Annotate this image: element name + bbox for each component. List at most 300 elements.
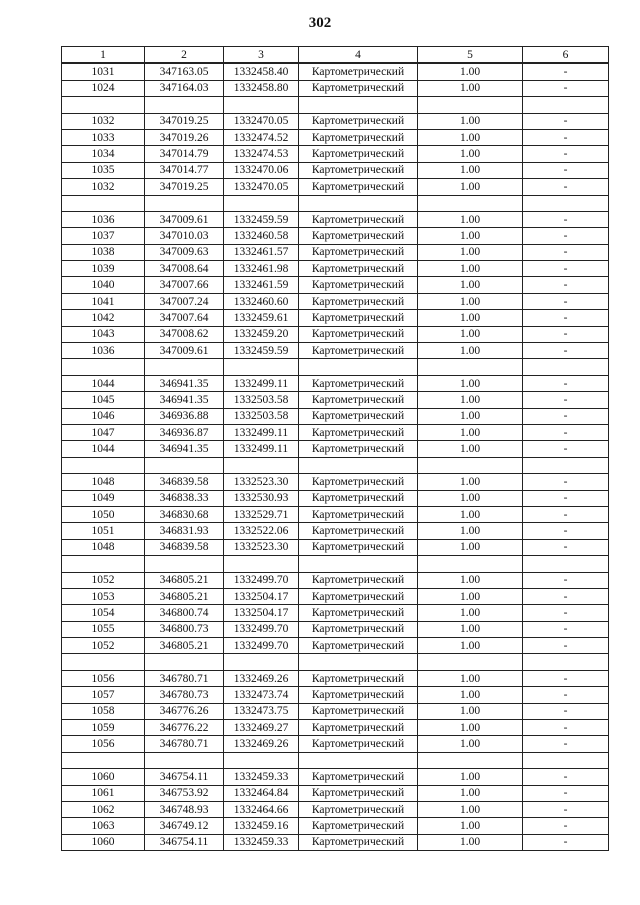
table-cell: Картометрический	[299, 523, 418, 539]
page-number: 302	[308, 15, 332, 31]
table-cell: 347019.26	[145, 129, 224, 145]
table-cell: 1.00	[418, 490, 523, 506]
table-cell: 1034	[62, 146, 145, 162]
table-row	[62, 326, 609, 342]
table-cell: Картометрический	[299, 228, 418, 244]
table-cell: -	[523, 162, 609, 178]
table-cell: 1.00	[418, 375, 523, 391]
coordinates-table	[61, 46, 609, 851]
table-row	[62, 244, 609, 260]
table-cell: 1044	[62, 441, 145, 457]
table-cell: Картометрический	[299, 179, 418, 195]
table-cell: 1056	[62, 670, 145, 686]
table-cell: 1332458.40	[224, 63, 299, 80]
table-cell: 1047	[62, 424, 145, 440]
table-cell: -	[523, 310, 609, 326]
table-row	[62, 179, 609, 195]
table-cell: 1061	[62, 785, 145, 801]
table-row	[62, 310, 609, 326]
table-cell	[299, 752, 418, 768]
table-row	[62, 80, 609, 96]
table-row	[62, 63, 609, 80]
table-cell: 1.00	[418, 506, 523, 522]
table-row	[62, 441, 609, 457]
table-row	[62, 490, 609, 506]
table-cell: 1332474.53	[224, 146, 299, 162]
table-cell: Картометрический	[299, 310, 418, 326]
table-cell: 1048	[62, 474, 145, 490]
separator-row	[62, 359, 609, 375]
table-cell: 1044	[62, 375, 145, 391]
table-cell: 1332461.59	[224, 277, 299, 293]
separator-row	[62, 97, 609, 113]
table-cell: 1038	[62, 244, 145, 260]
table-cell: 1332499.11	[224, 375, 299, 391]
table-cell: 1.00	[418, 638, 523, 654]
table-cell: 347009.63	[145, 244, 224, 260]
table-row	[62, 261, 609, 277]
table-cell: -	[523, 539, 609, 555]
table-cell	[145, 195, 224, 211]
table-cell: 1332459.20	[224, 326, 299, 342]
table-cell: 346753.92	[145, 785, 224, 801]
table-row	[62, 785, 609, 801]
table-cell: 1040	[62, 277, 145, 293]
table-cell	[418, 457, 523, 473]
table-cell: -	[523, 506, 609, 522]
table-cell: -	[523, 211, 609, 227]
table-cell: 1060	[62, 834, 145, 850]
table-cell: 1332503.58	[224, 392, 299, 408]
table-cell: 1332530.93	[224, 490, 299, 506]
table-cell: 1058	[62, 703, 145, 719]
table-row	[62, 703, 609, 719]
table-cell: 347008.62	[145, 326, 224, 342]
table-cell: 1043	[62, 326, 145, 342]
table-cell: -	[523, 277, 609, 293]
table-cell: 1054	[62, 605, 145, 621]
table-cell: -	[523, 687, 609, 703]
table-cell: 346780.73	[145, 687, 224, 703]
table-cell: Картометрический	[299, 392, 418, 408]
table-cell: 1332459.16	[224, 818, 299, 834]
table-cell: -	[523, 424, 609, 440]
table-cell: 347008.64	[145, 261, 224, 277]
table-cell: 1.00	[418, 818, 523, 834]
table-cell: 1332529.71	[224, 506, 299, 522]
table-row	[62, 211, 609, 227]
table-cell: 1031	[62, 63, 145, 80]
table-cell: 1.00	[418, 720, 523, 736]
table-row	[62, 687, 609, 703]
table-cell	[523, 359, 609, 375]
table-cell: 346748.93	[145, 801, 224, 817]
table-cell: -	[523, 293, 609, 309]
table-cell: 1332460.60	[224, 293, 299, 309]
table-cell: 346941.35	[145, 375, 224, 391]
table-row	[62, 670, 609, 686]
table-cell: 1.00	[418, 441, 523, 457]
table-cell: 1032	[62, 179, 145, 195]
table-cell: 1332469.26	[224, 736, 299, 752]
table-cell: 346805.21	[145, 638, 224, 654]
table-cell: 1.00	[418, 621, 523, 637]
table-row	[62, 293, 609, 309]
table-cell: 346754.11	[145, 834, 224, 850]
table-cell: 1.00	[418, 801, 523, 817]
table-cell: 1.00	[418, 310, 523, 326]
table-cell	[224, 359, 299, 375]
table-cell: 1032	[62, 113, 145, 129]
table-cell: -	[523, 621, 609, 637]
table-cell: 1046	[62, 408, 145, 424]
table-cell	[145, 654, 224, 670]
table-row	[62, 375, 609, 391]
table-cell: Картометрический	[299, 277, 418, 293]
table-cell: Картометрический	[299, 162, 418, 178]
table-cell: Картометрический	[299, 818, 418, 834]
table-cell: 346776.26	[145, 703, 224, 719]
table-row	[62, 801, 609, 817]
table-cell: 347014.77	[145, 162, 224, 178]
table-row	[62, 834, 609, 850]
column-header: 4	[299, 47, 418, 64]
table-cell: 1332504.17	[224, 588, 299, 604]
table-cell: -	[523, 129, 609, 145]
table-cell: -	[523, 80, 609, 96]
table-cell: -	[523, 801, 609, 817]
table-cell: 1063	[62, 818, 145, 834]
table-cell: 1060	[62, 769, 145, 785]
table-body	[62, 47, 609, 851]
table-cell	[299, 359, 418, 375]
table-cell: 1.00	[418, 293, 523, 309]
table-cell: 1056	[62, 736, 145, 752]
table-cell: -	[523, 146, 609, 162]
column-header: 2	[145, 47, 224, 64]
table-cell: 1332461.57	[224, 244, 299, 260]
table-cell: 346780.71	[145, 736, 224, 752]
column-header: 5	[418, 47, 523, 64]
table-cell: 1035	[62, 162, 145, 178]
table-cell: 347010.03	[145, 228, 224, 244]
table-cell: 1055	[62, 621, 145, 637]
table-cell: 1.00	[418, 769, 523, 785]
table-cell: 346800.73	[145, 621, 224, 637]
table-cell: -	[523, 408, 609, 424]
table-cell: 1.00	[418, 343, 523, 359]
table-cell	[299, 556, 418, 572]
table-cell: 1051	[62, 523, 145, 539]
table-cell: 1037	[62, 228, 145, 244]
table-cell: Картометрический	[299, 63, 418, 80]
table-cell: Картометрический	[299, 572, 418, 588]
table-cell: 347014.79	[145, 146, 224, 162]
table-cell: 1.00	[418, 211, 523, 227]
table-cell: 347007.66	[145, 277, 224, 293]
table-cell: -	[523, 785, 609, 801]
table-cell: -	[523, 638, 609, 654]
table-cell: 1045	[62, 392, 145, 408]
separator-row	[62, 457, 609, 473]
table-cell: 1332459.61	[224, 310, 299, 326]
table-cell: 1039	[62, 261, 145, 277]
table-cell: 347007.64	[145, 310, 224, 326]
table-cell: 1332459.59	[224, 211, 299, 227]
table-row	[62, 638, 609, 654]
table-cell	[523, 654, 609, 670]
table-cell: 346941.35	[145, 441, 224, 457]
table-cell: -	[523, 834, 609, 850]
table-cell: 346749.12	[145, 818, 224, 834]
table-cell: 1332458.80	[224, 80, 299, 96]
table-cell: Картометрический	[299, 129, 418, 145]
table-cell: 1041	[62, 293, 145, 309]
table-cell: 1332473.74	[224, 687, 299, 703]
table-cell: Картометрический	[299, 211, 418, 227]
table-cell: 1059	[62, 720, 145, 736]
column-header: 6	[523, 47, 609, 64]
table-cell: Картометрический	[299, 326, 418, 342]
table-cell	[418, 97, 523, 113]
table-cell	[224, 752, 299, 768]
table-row	[62, 588, 609, 604]
table-cell	[299, 195, 418, 211]
table-cell: 1332499.70	[224, 572, 299, 588]
table-row	[62, 162, 609, 178]
table-cell: Картометрический	[299, 244, 418, 260]
table-cell: Картометрический	[299, 343, 418, 359]
table-cell: -	[523, 818, 609, 834]
table-cell: 1332469.26	[224, 670, 299, 686]
table-header-row	[62, 47, 609, 64]
table-cell: -	[523, 720, 609, 736]
table-cell: Картометрический	[299, 670, 418, 686]
table-cell: 1332459.59	[224, 343, 299, 359]
table-cell: 1.00	[418, 179, 523, 195]
table-cell: 1036	[62, 343, 145, 359]
table-cell: 1332469.27	[224, 720, 299, 736]
table-cell: Картометрический	[299, 261, 418, 277]
table-cell: Картометрический	[299, 146, 418, 162]
table-cell	[523, 556, 609, 572]
table-cell	[62, 195, 145, 211]
table-cell: 346800.74	[145, 605, 224, 621]
table-row	[62, 720, 609, 736]
table-row	[62, 277, 609, 293]
separator-row	[62, 556, 609, 572]
table-cell: 347164.03	[145, 80, 224, 96]
table-cell: 346936.87	[145, 424, 224, 440]
table-cell	[224, 457, 299, 473]
table-row	[62, 408, 609, 424]
table-cell: 1332474.52	[224, 129, 299, 145]
table-cell: 1.00	[418, 146, 523, 162]
table-cell: 1036	[62, 211, 145, 227]
table-cell: -	[523, 769, 609, 785]
table-cell: 1332459.33	[224, 769, 299, 785]
table-cell: -	[523, 113, 609, 129]
table-cell: 1.00	[418, 277, 523, 293]
table-cell: 346941.35	[145, 392, 224, 408]
table-cell: Картометрический	[299, 441, 418, 457]
table-cell: Картометрический	[299, 703, 418, 719]
table-cell: -	[523, 605, 609, 621]
table-row	[62, 113, 609, 129]
table-cell: -	[523, 179, 609, 195]
table-cell: Картометрический	[299, 539, 418, 555]
table-cell: 1049	[62, 490, 145, 506]
table-cell	[418, 556, 523, 572]
table-cell: -	[523, 670, 609, 686]
table-cell: Картометрический	[299, 785, 418, 801]
table-cell	[224, 195, 299, 211]
table-cell: Картометрический	[299, 720, 418, 736]
table-cell: Картометрический	[299, 506, 418, 522]
table-cell: 347019.25	[145, 113, 224, 129]
table-cell	[145, 457, 224, 473]
table-cell: 1.00	[418, 736, 523, 752]
table-cell	[523, 752, 609, 768]
table-cell: 347009.61	[145, 211, 224, 227]
table-row	[62, 474, 609, 490]
table-cell	[224, 556, 299, 572]
table-cell: 1.00	[418, 523, 523, 539]
table-row	[62, 392, 609, 408]
table-cell	[418, 359, 523, 375]
table-cell: Картометрический	[299, 834, 418, 850]
separator-row	[62, 752, 609, 768]
table-cell	[418, 195, 523, 211]
table-cell	[62, 556, 145, 572]
table-cell: 1332504.17	[224, 605, 299, 621]
table-cell: -	[523, 441, 609, 457]
table-cell: 1332499.11	[224, 424, 299, 440]
table-cell: 347163.05	[145, 63, 224, 80]
table-cell: 346839.58	[145, 539, 224, 555]
table-cell: 1332464.84	[224, 785, 299, 801]
table-cell: 1332523.30	[224, 539, 299, 555]
table-cell: 1.00	[418, 228, 523, 244]
table-cell	[62, 97, 145, 113]
table-cell	[145, 359, 224, 375]
table-cell: -	[523, 63, 609, 80]
table-cell: 1.00	[418, 129, 523, 145]
table-cell: 1.00	[418, 408, 523, 424]
table-row	[62, 572, 609, 588]
table-cell: 346831.93	[145, 523, 224, 539]
table-cell: 1332470.06	[224, 162, 299, 178]
table-cell: Картометрический	[299, 375, 418, 391]
table-cell: 1033	[62, 129, 145, 145]
table-cell: 1.00	[418, 785, 523, 801]
table-cell: 1332470.05	[224, 179, 299, 195]
table-cell: 1332473.75	[224, 703, 299, 719]
table-cell: 1.00	[418, 424, 523, 440]
table-cell: 1332460.58	[224, 228, 299, 244]
table-cell: 1053	[62, 588, 145, 604]
table-cell: Картометрический	[299, 638, 418, 654]
table-cell: 1332464.66	[224, 801, 299, 817]
table-cell: 1.00	[418, 670, 523, 686]
table-cell: Картометрический	[299, 424, 418, 440]
table-cell: -	[523, 490, 609, 506]
table-cell	[299, 654, 418, 670]
column-header: 1	[62, 47, 145, 64]
table-cell: Картометрический	[299, 621, 418, 637]
table-row	[62, 523, 609, 539]
table-cell: Картометрический	[299, 687, 418, 703]
table-cell: 1024	[62, 80, 145, 96]
table-row	[62, 818, 609, 834]
table-cell: Картометрический	[299, 801, 418, 817]
table-cell: -	[523, 523, 609, 539]
table-cell: 346776.22	[145, 720, 224, 736]
table-cell: -	[523, 375, 609, 391]
table-cell: 1.00	[418, 392, 523, 408]
table-row	[62, 539, 609, 555]
table-cell: 346805.21	[145, 572, 224, 588]
table-cell: 1332503.58	[224, 408, 299, 424]
table-cell: 1.00	[418, 244, 523, 260]
table-cell	[145, 752, 224, 768]
table-cell: 1042	[62, 310, 145, 326]
table-cell	[62, 457, 145, 473]
table-cell: 1052	[62, 638, 145, 654]
table-cell: 1057	[62, 687, 145, 703]
table-cell: 1332499.70	[224, 638, 299, 654]
table-cell: 1.00	[418, 162, 523, 178]
table-cell: -	[523, 343, 609, 359]
table-cell: 1.00	[418, 572, 523, 588]
table-row	[62, 506, 609, 522]
table-cell: 346936.88	[145, 408, 224, 424]
table-cell: 347009.61	[145, 343, 224, 359]
table-cell: -	[523, 326, 609, 342]
table-row	[62, 228, 609, 244]
table-cell: 1332470.05	[224, 113, 299, 129]
table-cell: 1.00	[418, 80, 523, 96]
table-row	[62, 736, 609, 752]
table-cell: 1.00	[418, 588, 523, 604]
table-cell	[145, 97, 224, 113]
table-cell	[145, 556, 224, 572]
table-cell: Картометрический	[299, 408, 418, 424]
table-cell: 1.00	[418, 63, 523, 80]
table-cell: Картометрический	[299, 113, 418, 129]
table-cell: 1332499.11	[224, 441, 299, 457]
table-cell: -	[523, 474, 609, 490]
table-cell	[62, 752, 145, 768]
table-cell: Картометрический	[299, 605, 418, 621]
table-cell	[224, 654, 299, 670]
table-cell: 1.00	[418, 113, 523, 129]
table-cell: 1048	[62, 539, 145, 555]
table-cell: -	[523, 392, 609, 408]
table-cell: 346830.68	[145, 506, 224, 522]
table-cell: 1332461.98	[224, 261, 299, 277]
table-cell: 347019.25	[145, 179, 224, 195]
table-row	[62, 343, 609, 359]
table-cell: -	[523, 703, 609, 719]
column-header: 3	[224, 47, 299, 64]
table-cell: 1332459.33	[224, 834, 299, 850]
table-cell: 1062	[62, 801, 145, 817]
table-cell: -	[523, 228, 609, 244]
table-cell	[224, 97, 299, 113]
table-row	[62, 769, 609, 785]
table-cell	[523, 195, 609, 211]
